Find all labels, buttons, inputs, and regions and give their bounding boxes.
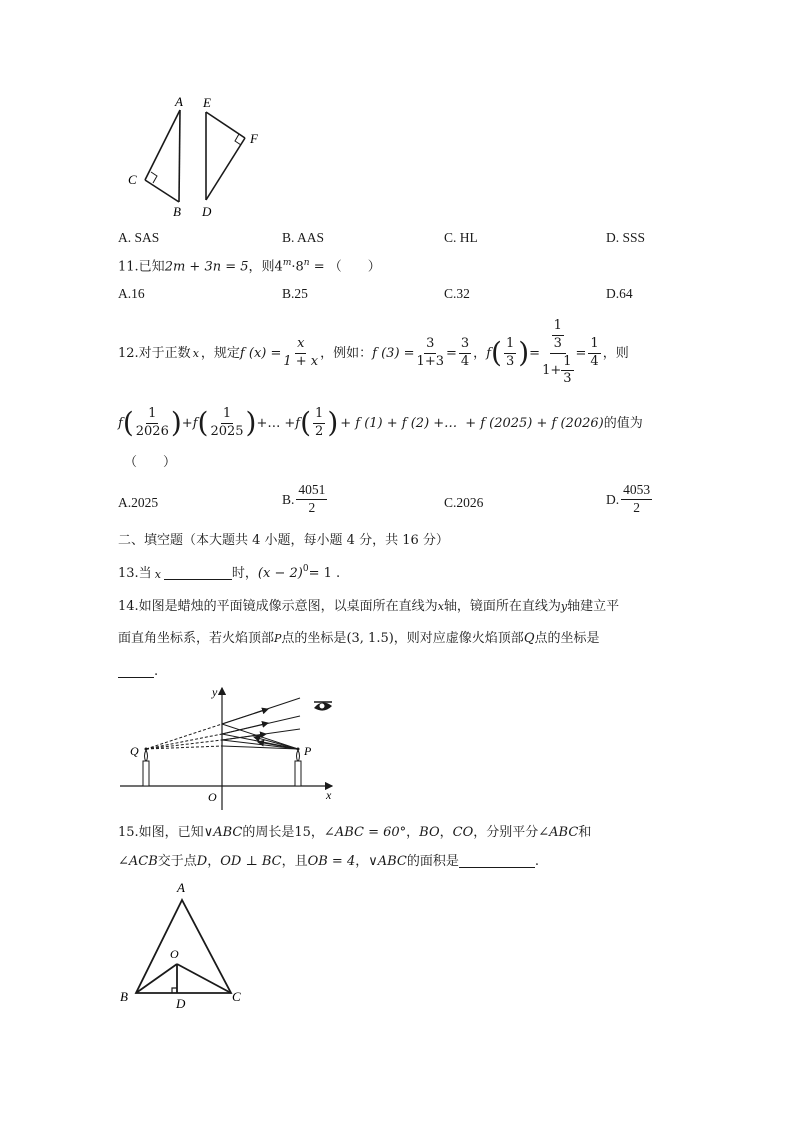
q12-f3-value-num: 3 — [459, 337, 471, 353]
label-D: D — [176, 996, 186, 1010]
label-C: C — [232, 989, 241, 1004]
q12-one-plus: 1+ — [542, 362, 562, 378]
q12-option-d[interactable] — [606, 483, 654, 516]
q12-def-num: x — [295, 337, 306, 353]
question-12-line1: 12.对于正数 x ，规定 f (x) = $\frac{x}{1 + x}$ ，例如： f (3) = $\frac{3}{1+3}$ = $\frac{3}{4}$ ， f ( $\frac{1}{3}$ ) = $\frac{1}{3}$ 1+ $\frac{1}{3}$ = $\frac{1}{4}$ ，则 — [118, 318, 629, 387]
q12-option-d-num: 4053 — [621, 483, 652, 500]
question-15-line2 — [118, 854, 539, 868]
q12-def-fraction — [283, 337, 318, 369]
q12-den-2026: 2026 — [135, 423, 169, 439]
point-P-label: P — [304, 744, 312, 758]
eye-icon — [314, 702, 332, 711]
q13-mid: 时， — [231, 566, 258, 581]
q12-sum-f3: f — [295, 415, 301, 431]
q12-var-x: x — [192, 346, 199, 360]
q14-text-1: 14.如图是蜡烛的平面镜成像示意图，以桌面所在直线为 — [118, 599, 438, 614]
q12-num-2: 1 — [221, 407, 233, 423]
q12-den-2: 2 — [315, 423, 324, 439]
q12-complex-num — [550, 319, 566, 354]
incident-rays — [222, 724, 298, 749]
q12-f2025-f2026: + f (2025) + f (2026) — [465, 415, 604, 431]
question-15-line1 — [118, 826, 591, 839]
q15-sep-2: ， — [406, 825, 420, 840]
q15-end: . — [534, 854, 540, 869]
q12-frac-1-2 — [313, 407, 325, 439]
q12-answer-paren: （ ） — [124, 455, 177, 470]
q12-eq-2: = — [529, 345, 541, 361]
question-14-line2 — [118, 632, 600, 645]
origin-label: O — [208, 790, 217, 804]
q10-option-d[interactable]: D. SSS — [606, 230, 646, 245]
virtual-candle-icon — [143, 750, 149, 786]
reflected-rays — [222, 698, 300, 740]
question-13 — [118, 566, 340, 580]
q10-option-c[interactable]: C. HL — [444, 230, 478, 245]
q11-option-b[interactable]: B.25 — [282, 286, 308, 301]
label-O: O — [170, 947, 179, 961]
question-14-line1 — [118, 600, 619, 613]
q15-answer-blank[interactable] — [459, 854, 535, 868]
q12-quarter-den: 4 — [590, 353, 599, 369]
q15-angle-acb: ∠ACB — [118, 854, 158, 869]
q11-prefix: 11.已知 — [118, 259, 165, 275]
q14-point-q: Q — [523, 631, 535, 646]
q15-text-4: 交于点 — [157, 854, 197, 869]
q14-text-4: 面直角坐标系，若火焰顶部 — [118, 631, 275, 646]
q14-text-3: 轴建立平 — [567, 599, 620, 614]
q14-point-p: P — [274, 632, 282, 645]
q15-text-2: 的周长是 — [242, 825, 295, 840]
q11-base-4: 4 — [274, 259, 283, 275]
q12-plus-dots-1: +… — [256, 415, 281, 431]
q12-den-2025: 2025 — [210, 423, 244, 439]
candle-icon — [295, 750, 301, 786]
q11-dot: · — [291, 259, 296, 275]
q12-prefix: 12.对于正数 — [118, 345, 191, 361]
q15-area: 的面积是 — [406, 854, 459, 869]
q10-option-b[interactable]: B. AAS — [282, 230, 325, 245]
q14-answer-blank[interactable] — [118, 664, 154, 678]
q13-var-x: x — [154, 568, 161, 581]
q14-end: . — [154, 664, 159, 679]
q12-complex-den — [542, 354, 573, 387]
q12-option-b-fraction — [296, 483, 327, 516]
q12-f-def: f (x) = — [239, 345, 282, 361]
q12-option-c[interactable]: C.2026 — [444, 495, 484, 510]
q15-triangle-2: ∨ABC — [368, 854, 407, 869]
q12-sep: ， — [473, 345, 487, 361]
q11-expression: 2m + 3n = 5 — [164, 259, 249, 275]
q15-sep-5: ， — [355, 854, 369, 869]
q12-inner-den-1: 3 — [553, 335, 562, 351]
q13-tail: = 1 . — [308, 566, 341, 581]
q15-text-5: ，且 — [281, 854, 308, 869]
point-Q — [145, 748, 148, 751]
q12-option-b-den: 2 — [308, 499, 316, 515]
q15-co: CO — [452, 825, 474, 840]
q12-quarter — [588, 337, 600, 369]
point-P — [297, 748, 300, 751]
q15-text-3: ，分别平分 — [473, 825, 539, 840]
q15-sep-1: ， — [310, 825, 324, 840]
q15-text-1: 15.如图，已知 — [118, 825, 204, 840]
q12-def-den: 1 + x — [283, 353, 319, 369]
mirror-image-figure — [118, 684, 348, 814]
label-A: A — [175, 94, 183, 109]
q12-eq-1: = — [445, 345, 457, 361]
label-E: E — [203, 95, 211, 110]
x-axis-label: x — [326, 788, 332, 802]
q12-option-b-label: B. — [282, 491, 295, 507]
q12-option-d-label: D. — [606, 491, 620, 507]
q12-f3: f (3) = — [372, 345, 415, 361]
triangle-abc-figure — [116, 880, 256, 1010]
q12-complex-fraction — [542, 319, 573, 386]
q14-text-6: ，则对应虚像火焰顶部 — [393, 631, 524, 646]
q10-option-a[interactable]: A. SAS — [118, 230, 160, 245]
q15-ob: OB = 4 — [307, 854, 356, 869]
q12-f3-fraction — [417, 337, 444, 369]
q12-f3-value-den: 4 — [460, 353, 470, 369]
q12-f1-f2: + f (1) + f (2) +… — [340, 415, 458, 431]
q12-f3-value — [459, 337, 471, 369]
q12-frac-1-2026 — [136, 407, 169, 439]
q14-text-7: 点的坐标是 — [534, 631, 600, 646]
label-B: B — [120, 989, 128, 1004]
q11-base-8: 8 — [295, 259, 304, 275]
q15-angle-abc: ∠ABC — [538, 825, 579, 840]
q15-point-d: D — [196, 854, 208, 869]
question-12-line2: f ( $\frac{1}{2026}$ ) + f ( $\frac{1}{2025}$ ) +… + f ( $\frac{1}{2}$ ) + f (1) + f (2) +… + f (2025) + f (2026) 的值为 — [118, 406, 643, 439]
q12-f3-num: 3 — [424, 337, 436, 353]
q13-exponent: 0 — [302, 564, 309, 574]
q12-one-third-num: 1 — [504, 337, 516, 353]
q12-option-d-fraction — [621, 483, 652, 516]
q11-exponent-m: m — [282, 258, 292, 268]
q11-answer-paren: = （ ） — [309, 259, 381, 275]
q12-one-third-den: 3 — [505, 353, 515, 369]
q14-text-5: 点的坐标是 — [281, 631, 347, 646]
q12-then: ，则 — [602, 345, 629, 361]
q12-quarter-num: 1 — [588, 337, 600, 353]
label-A: A — [177, 880, 185, 895]
label-F: F — [250, 131, 258, 146]
q15-sep-4: ， — [207, 854, 221, 869]
q11-exponent-n: n — [303, 258, 310, 268]
question-14-line3 — [118, 664, 158, 678]
y-axis-label: y — [212, 685, 218, 699]
q12-option-a[interactable]: A.2025 — [118, 495, 159, 510]
q11-connector: ，则 — [248, 259, 275, 275]
q12-num-1: 1 — [146, 407, 158, 423]
label-C: C — [128, 172, 137, 187]
label-D: D — [202, 204, 212, 219]
q12-option-d-den: 2 — [633, 499, 640, 515]
q11-option-a[interactable]: A.16 — [118, 286, 145, 301]
q12-eq-3: = — [575, 345, 587, 361]
q14-coord: (3, 1.5) — [346, 631, 394, 646]
q14-var-x: x — [437, 600, 444, 613]
point-Q-label: Q — [130, 744, 139, 758]
q12-inner-den-2: 3 — [563, 371, 572, 387]
q12-value-of: 的值为 — [603, 415, 643, 431]
q12-frac-1-2025 — [210, 407, 243, 439]
q12-sum-f1: f — [118, 415, 123, 431]
q15-bo: BO — [419, 825, 440, 840]
label-B: B — [173, 204, 181, 219]
question-11 — [118, 259, 381, 273]
q15-and: 和 — [578, 825, 592, 840]
q12-example: ，例如： — [320, 345, 373, 361]
q12-sum-f2: f — [192, 415, 198, 431]
q12-f-third: f — [486, 345, 491, 361]
q15-triangle: ∨ABC — [203, 825, 243, 840]
virtual-rays — [146, 724, 222, 749]
q14-var-y: y — [560, 600, 568, 613]
q12-inner-num-1: 1 — [552, 319, 564, 335]
q12-f3-den: 1+3 — [416, 353, 444, 369]
q11-option-d[interactable]: D.64 — [606, 286, 633, 301]
q15-perimeter: 15 — [294, 825, 311, 840]
congruent-triangles-figure — [118, 94, 268, 220]
q12-option-b[interactable] — [282, 483, 329, 516]
q13-expr: (x − 2) — [257, 566, 303, 581]
q12-rule: ，规定 — [200, 345, 240, 361]
q12-num-3: 1 — [313, 407, 325, 423]
q13-prefix: 13.当 — [118, 566, 152, 581]
q12-inner-num-2: 1 — [561, 355, 573, 371]
q15-angle: ∠ABC = 60° — [323, 825, 407, 840]
q11-option-c[interactable]: C.32 — [444, 286, 470, 301]
q12-one-third — [504, 337, 516, 369]
section-2-title: 二、填空题（本大题共 4 小题，每小题 4 分，共 16 分） — [118, 533, 449, 548]
q12-option-b-num: 4051 — [296, 483, 327, 500]
q15-od-perp: OD ⊥ BC — [220, 854, 282, 869]
q13-answer-blank[interactable] — [164, 566, 232, 580]
q14-text-2: 轴，镜面所在直线为 — [443, 599, 561, 614]
q15-sep-3: ， — [439, 825, 453, 840]
